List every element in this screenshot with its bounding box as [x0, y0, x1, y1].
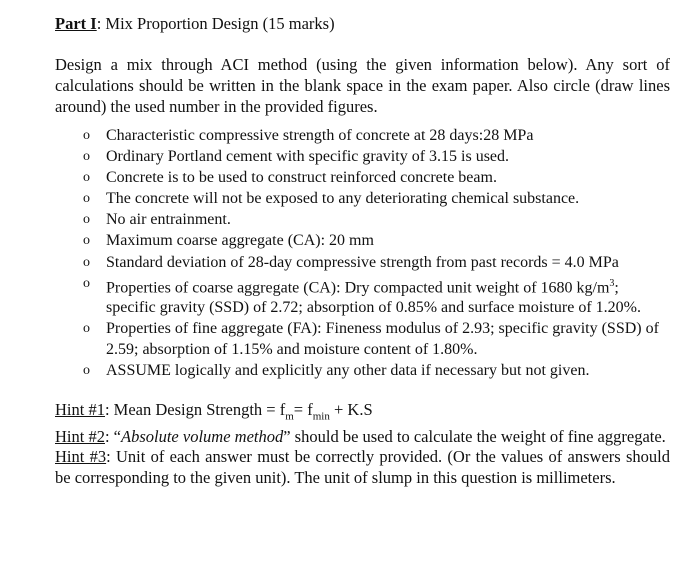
list-item-text: Maximum coarse aggregate (CA): 20 mm: [106, 232, 374, 250]
list-item-text: Ordinary Portland cement with specific gravity of 3.15 is used.: [106, 148, 510, 166]
hint-1-label: Hint #1: [55, 400, 105, 420]
subscript-m: m: [285, 410, 294, 423]
list-item-text: No air entrainment.: [106, 211, 231, 229]
bullet-icon: o: [83, 254, 90, 270]
hint-1: [55, 400, 670, 427]
hint-1-text: : Mean Design Strength = f: [104, 400, 286, 420]
list-item: [55, 361, 666, 381]
bullet-icon: o: [83, 191, 90, 207]
list-item-text: Concrete is to be used to construct reinforced concrete beam.: [106, 169, 497, 187]
subscript-min: min: [312, 410, 330, 423]
hint-2-italic: Absolute volume method: [121, 426, 284, 446]
bullet-icon: o: [83, 212, 90, 228]
list-item-text: Characteristic compressive strength of concrete at 28 days:28 MPa: [106, 127, 534, 144]
list-item: [55, 231, 666, 251]
section-title: : Mix Proportion Design (15 marks): [96, 14, 335, 33]
hint-2-text: : “: [104, 426, 122, 446]
superscript: 3: [609, 277, 615, 289]
list-item-text: The concrete will not be exposed to any deteriorating chemical substance.: [106, 190, 580, 208]
list-item-text: Properties of fine aggregate (FA): Fineness modulus of 2.93; specific gravity (SSD) of 2.59; absorption of 1.15% and moisture content of 1.80%.: [106, 320, 659, 358]
given-information-list: [55, 126, 670, 381]
hint-3-text: : Unit of each answer must be correctly provided. (Or the values of answers should be corresponding to the given unit). The unit of slump in this question is millimeters.: [55, 447, 670, 487]
list-item-text: Properties of coarse aggregate (CA): Dry compacted unit weight of 1680 kg/m: [106, 278, 610, 296]
list-item: [55, 147, 666, 167]
hint-3: [55, 447, 670, 488]
list-item-text-continued: ; specific gravity (SSD) of 2.72; absorption of 0.85% and surface moisture of 1.20%.: [106, 278, 641, 317]
exam-page: [55, 14, 670, 488]
hint-2: [55, 427, 670, 448]
bullet-icon: o: [83, 128, 90, 143]
bullet-icon: o: [83, 233, 90, 249]
list-item-text: Standard deviation of 28-day compressive strength from past records = 4.0 MPa: [106, 253, 619, 271]
list-item: [55, 253, 666, 273]
section-heading: [55, 14, 670, 34]
bullet-icon: o: [83, 170, 90, 186]
list-item: [55, 189, 666, 209]
list-item: [55, 168, 666, 188]
list-item: [55, 126, 666, 146]
bullet-icon: o: [83, 149, 90, 165]
hints-block: [55, 400, 670, 488]
list-item: [55, 210, 666, 230]
hint-2-label: Hint #2: [55, 426, 105, 446]
list-item-text: ASSUME logically and explicitly any other data if necessary but not given.: [106, 361, 590, 379]
list-item: [55, 274, 666, 319]
bullet-icon: o: [83, 321, 90, 337]
hint-3-label: Hint #3: [55, 447, 107, 467]
hint-1-text-mid: = f: [293, 400, 313, 420]
hint-1-text-end: + K.S: [329, 400, 373, 420]
list-item: [55, 319, 666, 360]
instructions-paragraph: Design a mix through ACI method (using the given information below). Any sort of calculations should be written in the blank space in the exam paper. Also circle (draw lines around) the used number in the provided figures.: [55, 55, 670, 116]
bullet-icon: o: [83, 362, 90, 378]
bullet-icon: o: [83, 275, 90, 291]
part-label: Part I: [55, 14, 97, 33]
hint-2-text-end: ” should be used to calculate the weight of fine aggregate.: [283, 426, 666, 446]
